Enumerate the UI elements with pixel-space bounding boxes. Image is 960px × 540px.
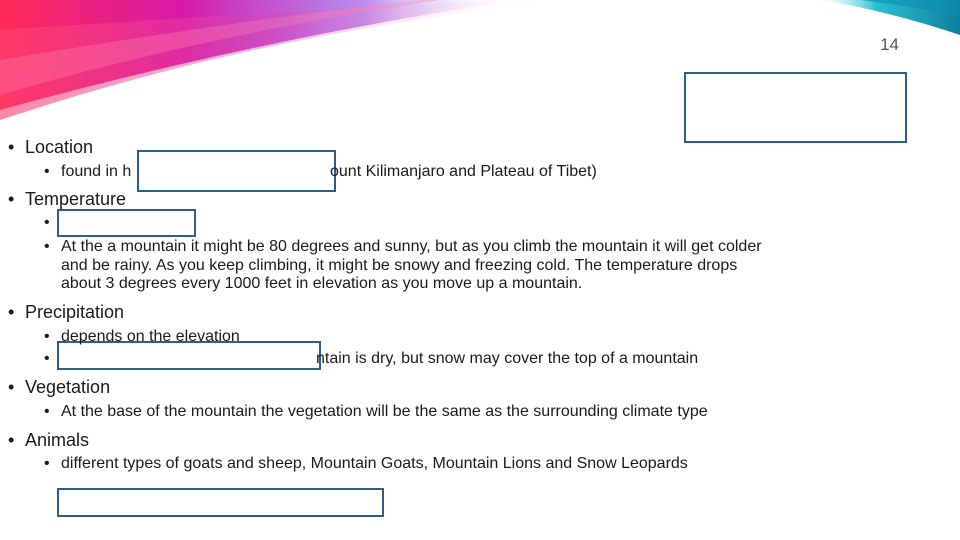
bullet: • (44, 238, 50, 255)
precipitation-item-text: depends on the elevation (61, 328, 240, 345)
location-heading (8, 137, 93, 158)
bullet: • (44, 455, 50, 472)
bullet: • (44, 163, 50, 180)
precipitation-item-2-continued: ntain is dry, but snow may cover the top of a mountain (316, 350, 699, 367)
location-item-1 (44, 163, 131, 181)
slide-number: 14 (880, 35, 899, 54)
animals-item-1 (44, 455, 688, 473)
bullet: • (8, 302, 15, 322)
bullet: • (44, 328, 50, 345)
bullet: • (44, 350, 50, 367)
temperature-item-2 (44, 238, 762, 256)
location-heading-text: Location (25, 137, 94, 157)
vegetation-item-1 (44, 403, 708, 421)
bullet: • (44, 403, 50, 420)
vegetation-item-text: At the base of the mountain the vegetation will be the same as the surrounding climate type (61, 403, 708, 420)
animals-heading-text: Animals (25, 430, 90, 450)
location-item-text: found in h (61, 163, 132, 180)
bullet: • (8, 189, 15, 209)
temperature-heading-text: Temperature (25, 189, 127, 209)
location-item-continued: ount Kilimanjaro and Plateau of Tibet) (330, 163, 597, 180)
vegetation-heading (8, 377, 110, 398)
bullet: • (8, 430, 15, 450)
temperature-item-1 (44, 214, 61, 232)
animals-item-text: different types of goats and sheep, Mountain Goats, Mountain Lions and Snow Leopards (61, 455, 688, 472)
blank-box-temperature (57, 209, 196, 237)
blank-box-location (137, 150, 336, 192)
temperature-item-2-line-3: about 3 degrees every 1000 feet in elevation as you move up a mountain. (61, 275, 583, 292)
precipitation-item-2 (44, 350, 61, 368)
temperature-item-2-line-2: and be rainy. As you keep climbing, it might be snowy and freezing cold. The temperature drops (61, 257, 738, 274)
precipitation-item-1 (44, 328, 240, 346)
animals-heading (8, 430, 89, 451)
precipitation-heading-text: Precipitation (25, 302, 125, 322)
temperature-heading (8, 189, 126, 210)
blank-box-title (684, 72, 907, 143)
temperature-item-text: At the a mountain it might be 80 degrees and sunny, but as you climb the mountain it will get colder (61, 238, 762, 255)
vegetation-heading-text: Vegetation (25, 377, 111, 397)
blank-box-bottom (57, 488, 384, 517)
bullet: • (8, 377, 15, 397)
precipitation-heading (8, 302, 124, 323)
bullet: • (8, 137, 15, 157)
bullet: • (44, 214, 50, 231)
